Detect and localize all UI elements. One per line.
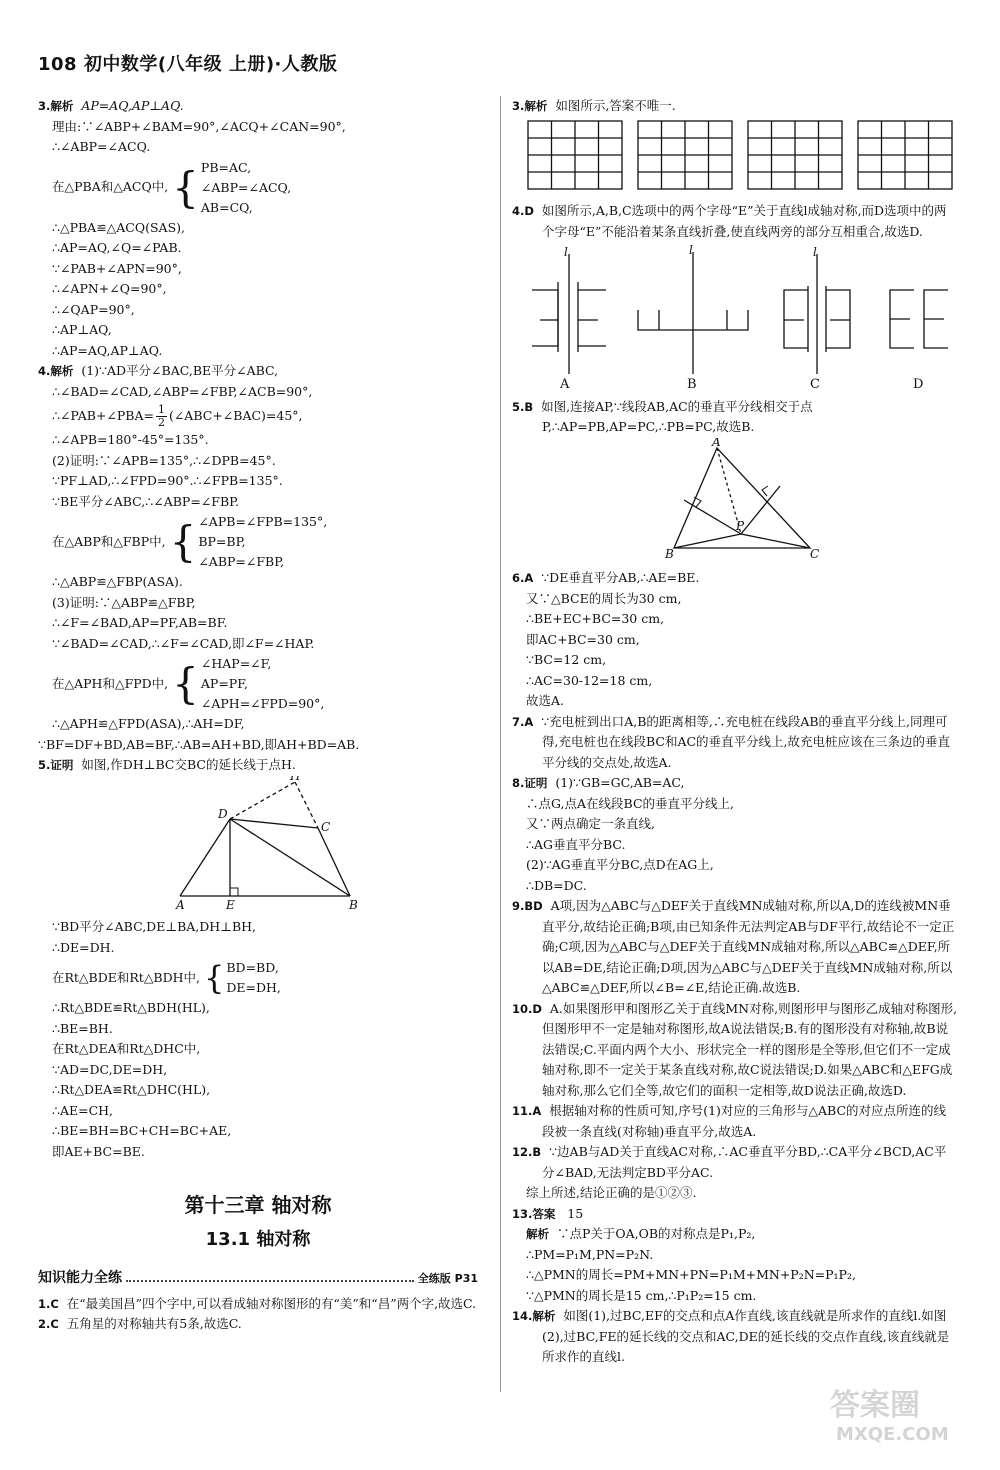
r-q10 <box>512 999 958 1102</box>
page-header: 108 初中数学(八年级 上册)·人教版 <box>38 54 338 75</box>
left-column <box>38 96 478 1335</box>
option-label-b: B <box>687 377 697 390</box>
fig-label-b: B <box>349 897 358 911</box>
q4-line: ∴∠APB=180°-45°=135°. <box>52 432 209 447</box>
q3-label: 3.解析 <box>38 99 74 113</box>
r-q6-line: ∵BC=12 cm, <box>526 652 607 667</box>
r-q13-answer <box>512 1204 958 1225</box>
grid-2 <box>638 121 732 189</box>
r-q13-sub-label: 解析 <box>526 1227 549 1241</box>
q3-after-line: ∴AP=AQ,∠Q=∠PAB. <box>52 240 182 255</box>
option-label-a: A <box>560 377 570 390</box>
option-d-figure <box>890 290 948 348</box>
option-label-d: D <box>913 377 924 390</box>
r-q4-text: 如图所示,A,B,C选项中的两个字母“E”关于直线l成轴对称,而D选项中的两个字母“E”不能沿着某条直线折叠,使直线两旁的部分互相重合,故选D. <box>541 203 947 239</box>
q4-line: ∴△ABP≌△FBP(ASA). <box>52 574 183 589</box>
tri-label-c: C <box>810 546 820 561</box>
q4-line: ∴∠F=∠BAD,AP=PF,AB=BF. <box>52 615 228 630</box>
r-q12-text: ∵边AB与AD关于直线AC对称,∴AC垂直平分BD,∴CA平分∠BCD,AC平分∠BAD,无法判定BD平分AC. <box>542 1144 947 1180</box>
axis-label-c: l <box>813 245 817 259</box>
axis-label-b: l <box>689 243 693 257</box>
r-q10-label: 10.D <box>512 1001 542 1016</box>
q4-brace-group <box>38 512 478 572</box>
brace-glyph: { <box>204 959 225 997</box>
r-q12-label: 12.B <box>512 1145 542 1159</box>
r-q9-text: A项,因为△ABC与△DEF关于直线MN成轴对称,所以A,D的连线被MN垂直平分,故结论正确;B项,由已知条件无法判定AB与DF平行,故结论不一定正确;C项,因为△ABC与△DEF关于直线MN成轴对称,所以△ABC≌△DEF,所以AB=DE,结论正确;D项,因为△ABC与△DEF关于直线MN成轴对称,所以△ABC≌△DEF,所以∠B=∠E,结论正确.故选B. <box>542 898 955 995</box>
q4-brace-line: ∠APH=∠FPD=90°, <box>200 696 325 711</box>
q5-label: 5.证明 <box>38 758 74 772</box>
q4-line: (2)证明:∵∠APB=135°,∴∠DPB=45°. <box>52 452 276 468</box>
r-q6-first <box>512 568 958 589</box>
r-q10-text: A.如果图形甲和图形乙关于直线MN对称,则图形甲与图形乙成轴对称图形,但图形甲不一定是轴对称图形,故A说法错误;B.有的图形没有对称轴,故B说法错误;C.平面内两个大小、形状完全一样的图形是全等形,但它们不一定成轴对称,即不一定关于某条直线对称,故C说法错误;D.如果△ABC和△EFG成轴对称,那么它们全等,故它们的面积一定相等,故D说法正确,故选D. <box>542 1000 958 1098</box>
line-bp <box>674 534 741 548</box>
r-q8-line: ∴点G,点A在线段BC的垂直平分线上, <box>526 795 734 811</box>
q3-line: AP=AQ,AP⊥AQ. <box>81 98 184 113</box>
q3-brace-group <box>38 158 478 218</box>
r-q8-line: (2)∵AG垂直平分BC,点D在AG上, <box>526 857 714 872</box>
q4-brace-pre: 在△APH和△FPD中, <box>52 675 169 691</box>
r-q7-text: ∵充电桩到出口A,B的距离相等,∴充电桩在线段AB的垂直平分线上,同理可得,充电桩也在线段BC和AC的垂直平分线上,故充电桩应该在三条边的垂直平分线的交点处,故选A. <box>541 713 951 770</box>
axis-label-a: l <box>564 245 568 259</box>
q5-figure <box>38 776 478 911</box>
q5-brace-line: DE=DH, <box>226 980 281 995</box>
q3-after-line: ∴∠QAP=90°, <box>52 301 135 317</box>
r-q14-label: 14.解析 <box>512 1309 556 1323</box>
right-column <box>512 96 958 1368</box>
q3-after-line: ∴∠APN+∠Q=90°, <box>52 281 167 296</box>
section-title: 13.1 轴对称 <box>205 1229 311 1250</box>
r-q11-text: 根据轴对称的性质可知,序号(1)对应的三角形与△ABC的对应点所连的线段被一条直线(对称轴)垂直平分,故选A. <box>542 1103 947 1139</box>
q4-line: ∴∠BAD=∠CAD,∠ABP=∠FBP,∠ACB=90°, <box>52 383 313 399</box>
option-b-figure <box>638 252 748 374</box>
q3-brace-pre: 在△PBA和△ACQ中, <box>52 179 169 195</box>
fig-label-d: D <box>218 806 228 821</box>
r-q5 <box>512 397 958 438</box>
option-label-c: C <box>810 377 820 390</box>
r-q6-line: ∴AC=30-12=18 cm, <box>526 672 653 688</box>
q3-after-line: ∴AP=AQ,AP⊥AQ. <box>52 342 163 358</box>
r-q8-label: 8.证明 <box>512 776 548 790</box>
item-label: 2.C <box>38 1317 59 1331</box>
fraction <box>156 404 167 429</box>
r-q11-label: 11.A <box>512 1104 542 1118</box>
q5-after-line: ∴BE=BH=BC+CH=BC+AE, <box>52 1123 232 1138</box>
leader-dots <box>126 1270 414 1282</box>
q4-line: (1)∵AD平分∠BAC,BE平分∠ABC, <box>81 363 279 378</box>
q4-label: 4.解析 <box>38 364 74 378</box>
r-q12 <box>512 1142 958 1183</box>
r-q6-label: 6.A <box>512 571 534 585</box>
right-angle-ac <box>762 486 768 496</box>
frac-num: 1 <box>157 403 165 416</box>
q3-after-line: ∵∠PAB+∠APN=90°, <box>52 260 182 276</box>
q3-first-line <box>38 96 478 117</box>
item-text: 五角星的对称轴共有5条,故选C. <box>66 1316 242 1331</box>
r-q8-line: (1)∵GB=GC,AB=AC, <box>555 775 685 790</box>
tri-label-p: P <box>736 518 745 533</box>
q4-line: ∵PF⊥AD,∴∠FPD=90°.∴∠FPB=135°. <box>52 473 283 488</box>
r-q13-analysis <box>512 1224 958 1245</box>
r-q11 <box>512 1101 958 1142</box>
section-bar-title: 知识能力全练 <box>38 1270 122 1286</box>
watermark-logo: 答案圈 <box>830 1388 920 1423</box>
r-q12-extra: 综上所述,结论正确的是①②③. <box>526 1185 697 1200</box>
r-q14 <box>512 1306 958 1368</box>
r-q8-line: ∴DB=DC. <box>526 877 587 893</box>
r-q5-text: 如图,连接AP,∵线段AB,AC的垂直平分线相交于点P,∴AP=PB,AP=PC,∴PB=PC,故选B. <box>541 398 813 434</box>
watermark-url: MXQE.COM <box>836 1424 949 1445</box>
grid-3 <box>748 121 842 189</box>
r-q13-label: 13.答案 <box>512 1206 556 1221</box>
r-q9-label: 9.BD <box>512 899 543 913</box>
q4-frac-line <box>38 402 478 430</box>
q4-first-line <box>38 361 478 382</box>
q5-brace-line: BD=BD, <box>226 960 279 975</box>
r-q13-line: ∴△PMN的周长=PM+MN+PN=P₁M+MN+P₂N=P₁P₂, <box>526 1267 856 1282</box>
tri-label-a: A <box>712 437 721 449</box>
q4-line: ∵∠BAD=∠CAD,∴∠F=∠CAD,即∠F=∠HAP. <box>52 635 315 651</box>
r-q4 <box>512 201 958 242</box>
q4-brace-line: ∠HAP=∠F, <box>200 656 272 671</box>
fig-line-dc <box>230 819 318 828</box>
chapter-title: 第十三章 轴对称 <box>184 1193 332 1217</box>
item-text: 在“最美国昌”四个字中,可以看成轴对称图形的有“美”和“昌”两个字,故选C. <box>66 1295 477 1311</box>
section-bar <box>38 1268 478 1290</box>
fig-label-a: A <box>176 897 185 911</box>
q5-triangle-figure <box>512 438 958 562</box>
q4-line: ∴△APH≌△FPD(ASA),∴AH=DF, <box>52 716 245 731</box>
r-q8-line: ∴AG垂直平分BC. <box>526 836 626 852</box>
column-divider <box>500 96 501 1392</box>
r-q9 <box>512 896 958 999</box>
q4-brace-group-2 <box>38 654 478 714</box>
grid-4 <box>858 121 952 189</box>
q4-brace-pre: 在△ABP和△FBP中, <box>52 533 166 549</box>
q3-brace-line: PB=AC, <box>200 159 252 175</box>
brace-glyph: { <box>172 659 199 708</box>
r-q13-line: ∵点P关于OA,OB的对称点是P₁,P₂, <box>556 1226 756 1241</box>
fig-line-ad <box>180 819 230 896</box>
q4-brace-line: BP=BP, <box>198 534 246 549</box>
option-a-figure <box>532 254 606 374</box>
q5-intro: 如图,作DH⊥BC交BC的延长线于点H. <box>81 757 296 772</box>
r-q6-line: ∴BE+EC+BC=30 cm, <box>526 611 665 626</box>
fig-label-e: E <box>226 897 235 911</box>
answer-item <box>38 1314 478 1335</box>
q5-after-line: ∴AE=CH, <box>52 1102 114 1118</box>
q4-line: (3)证明:∵△ABP≌△FBP, <box>52 594 196 610</box>
q3-brace-line: AB=CQ, <box>200 199 253 215</box>
r-q13-line: ∴PM=P₁M,PN=P₂N. <box>526 1246 654 1262</box>
fig-line-dh <box>230 782 295 819</box>
tri-label-b: B <box>665 546 674 561</box>
section-bar-ref: 全练版 P31 <box>417 1272 478 1285</box>
q5-after-line: ∴BE=BH. <box>52 1020 113 1036</box>
q5-after-line: ∴Rt△BDE≌Rt△BDH(HL), <box>52 1000 210 1015</box>
brace-glyph: { <box>169 517 197 566</box>
q5-after-line: 即AE+BC=BE. <box>52 1143 145 1159</box>
fig-right-angle <box>230 888 238 896</box>
q4-brace-line: ∠APB=∠FPB=135°, <box>198 514 328 529</box>
item-label: 1.C <box>38 1296 59 1311</box>
frac-den: 2 <box>157 416 165 429</box>
option-c-figure <box>784 254 850 374</box>
r-q3-line <box>512 96 958 117</box>
grid-1 <box>528 121 622 189</box>
q5-after-line: 在Rt△DEA和Rt△DHC中, <box>52 1041 201 1056</box>
answer-item <box>38 1294 478 1315</box>
r-q8-first <box>512 773 958 794</box>
grid-figures <box>512 117 958 195</box>
r-q6-line: 即AC+BC=30 cm, <box>526 631 640 647</box>
q4-frac-pre: ∴∠PAB+∠PBA= <box>52 408 154 423</box>
q4-line: ∵BE平分∠ABC,∴∠ABP=∠FBP. <box>52 493 239 509</box>
q5-line: ∵BD平分∠ABC,DE⊥BA,DH⊥BH, <box>52 919 256 934</box>
r-q3-text: 如图所示,答案不唯一. <box>555 98 676 113</box>
q3-line: ∴∠ABP=∠ACQ. <box>52 139 151 154</box>
bisector-ab <box>684 500 741 534</box>
q3-line: 理由:∵∠ABP+∠BAM=90°,∠ACQ+∠CAN=90°, <box>52 118 346 134</box>
r-q6-line: 又∵△BCE的周长为30 cm, <box>526 590 682 606</box>
r-q13-answer-value: 15 <box>567 1205 584 1221</box>
r-q4-label: 4.D <box>512 204 534 218</box>
q3-after-line: ∴△PBA≌△ACQ(SAS), <box>52 219 185 235</box>
q5-brace-group <box>38 958 478 998</box>
brace-glyph: { <box>172 162 199 212</box>
q3-after-line: ∴AP⊥AQ, <box>52 322 112 337</box>
fig-label-c: C <box>321 819 331 834</box>
fig-line-hc <box>295 782 318 828</box>
q5-first-line <box>38 755 478 776</box>
q5-after-line: ∴Rt△DEA≌Rt△DHC(HL), <box>52 1082 211 1097</box>
r-q6-line: 故选A. <box>526 693 565 708</box>
r-q7-label: 7.A <box>512 714 534 729</box>
q5-brace-pre: 在Rt△BDE和Rt△BDH中, <box>52 969 201 985</box>
q5-line: ∴DE=DH. <box>52 939 115 955</box>
r-q6-line: ∵DE垂直平分AB,∴AE=BE. <box>541 570 700 585</box>
letter-e-figures <box>512 242 958 390</box>
r-q5-label: 5.B <box>512 399 534 414</box>
q4-line: ∵BF=DF+BD,AB=BF,∴AB=AH+BD,即AH+BD=AB. <box>38 736 360 752</box>
q3-brace-line: ∠ABP=∠ACQ, <box>200 179 292 195</box>
r-q13-line: ∵△PMN的周长是15 cm,∴P₁P₂=15 cm. <box>526 1287 757 1303</box>
q4-brace-line: AP=PF, <box>200 676 248 691</box>
q4-brace-line: ∠ABP=∠FBP, <box>198 554 285 569</box>
r-q7 <box>512 712 958 774</box>
r-q14-text: 如图(1),过BC,EF的交点和点A作直线,该直线就是所求作的直线l.如图(2),过BC,FE的延长线的交点和AC,DE的延长线的交点作直线,该直线就是所求作的直线l. <box>542 1308 950 1364</box>
q5-after-line: ∵AD=DC,DE=DH, <box>52 1061 168 1077</box>
fig-label-h: H <box>290 775 301 783</box>
r-q3-label: 3.解析 <box>512 99 548 113</box>
q4-frac-post: (∠ABC+∠BAC)=45°, <box>168 408 303 423</box>
r-q8-line: 又∵两点确定一条直线, <box>526 816 655 831</box>
